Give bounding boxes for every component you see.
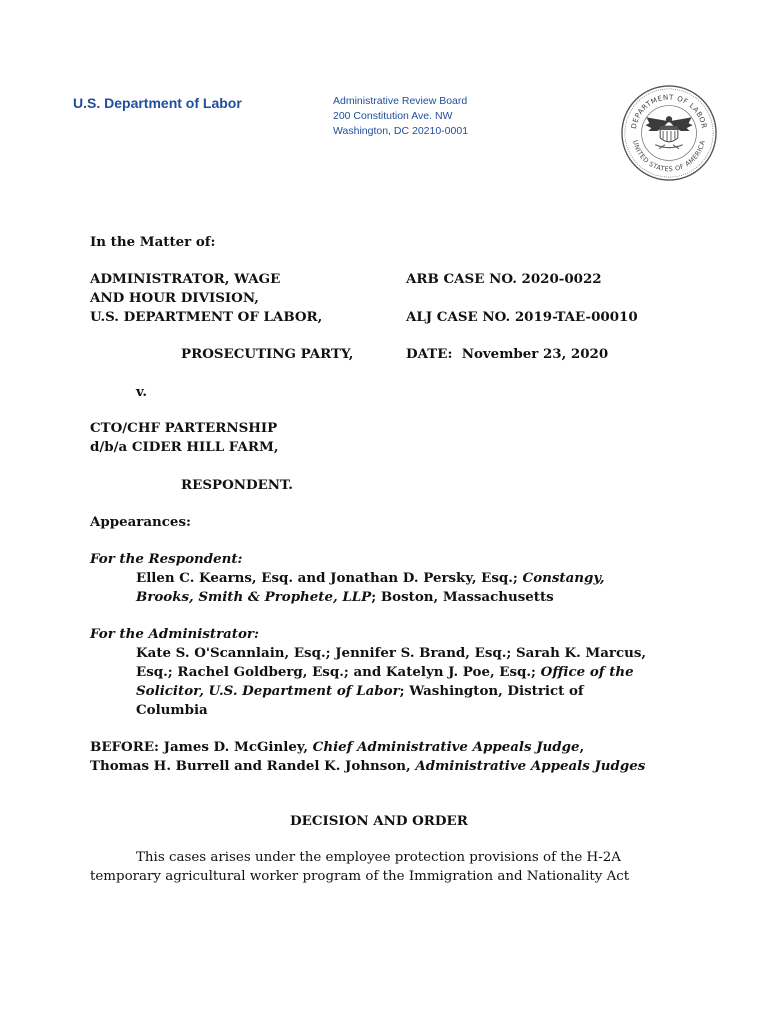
before-line2: Thomas H. Burrell and Randel K. Johnson, Administrative Appeals Judges (90, 758, 646, 774)
arb-case-number: ARB CASE NO. 2020-0022 (406, 271, 602, 287)
versus: v. (136, 384, 148, 400)
department-seal-icon (620, 84, 718, 182)
board-street: 200 Constitution Ave. NW (333, 110, 453, 122)
appearances-heading: Appearances: (90, 514, 191, 530)
board-name: Administrative Review Board (333, 95, 468, 107)
admin-counsel-line3: Solicitor, U.S. Department of Labor; Washington, District of (136, 683, 584, 699)
administrator-label: For the Administrator: (90, 626, 259, 642)
svg-text:DEPARTMENT OF LABOR (629, 93, 709, 130)
party1-line1: ADMINISTRATOR, WAGE (90, 271, 281, 287)
seal-ring-bottom: UNITED STATES OF AMERICA (631, 139, 707, 174)
date-value: November 23, 2020 (461, 346, 609, 362)
admin-counsel-line2: Esq.; Rachel Goldberg, Esq.; and Katelyn J. Poe, Esq.; Office of the (136, 664, 634, 680)
date-label: DATE: (406, 346, 453, 362)
respondent-label: For the Respondent: (90, 551, 243, 567)
party1-line3: U.S. DEPARTMENT OF LABOR, (90, 309, 323, 325)
before-line1: BEFORE: James D. McGinley, Chief Administrative Appeals Judge, (90, 739, 585, 755)
respondent-counsel-line1: Ellen C. Kearns, Esq. and Jonathan D. Persky, Esq.; Constangy, (136, 570, 605, 586)
seal-ring-top: DEPARTMENT OF LABOR (628, 92, 710, 130)
in-the-matter: In the Matter of: (90, 234, 216, 250)
party1-role: PROSECUTING PARTY, (181, 346, 354, 362)
board-city: Washington, DC 20210-0001 (333, 125, 469, 137)
decision-paragraph-line2: temporary agricultural worker program of the Immigration and Nationality Act (90, 869, 630, 884)
party2-line2: d/b/a CIDER HILL FARM, (90, 439, 279, 455)
admin-counsel-line1: Kate S. O'Scannlain, Esq.; Jennifer S. Brand, Esq.; Sarah K. Marcus, (136, 645, 647, 661)
party2-line1: CTO/CHF PARTERNSHIP (90, 420, 278, 436)
decision-date (406, 345, 608, 364)
decision-paragraph-line1: This cases arises under the employee protection provisions of the H-2A (136, 850, 621, 865)
party1-line2: AND HOUR DIVISION, (90, 290, 259, 306)
admin-counsel-line4: Columbia (136, 702, 208, 718)
agency-name: U.S. Department of Labor (73, 95, 242, 111)
respondent-counsel-line2: Brooks, Smith & Prophete, LLP; Boston, Massachusetts (136, 589, 554, 605)
alj-case-number: ALJ CASE NO. 2019-TAE-00010 (406, 309, 638, 325)
party2-role: RESPONDENT. (181, 477, 293, 493)
decision-title: DECISION AND ORDER (290, 813, 468, 829)
